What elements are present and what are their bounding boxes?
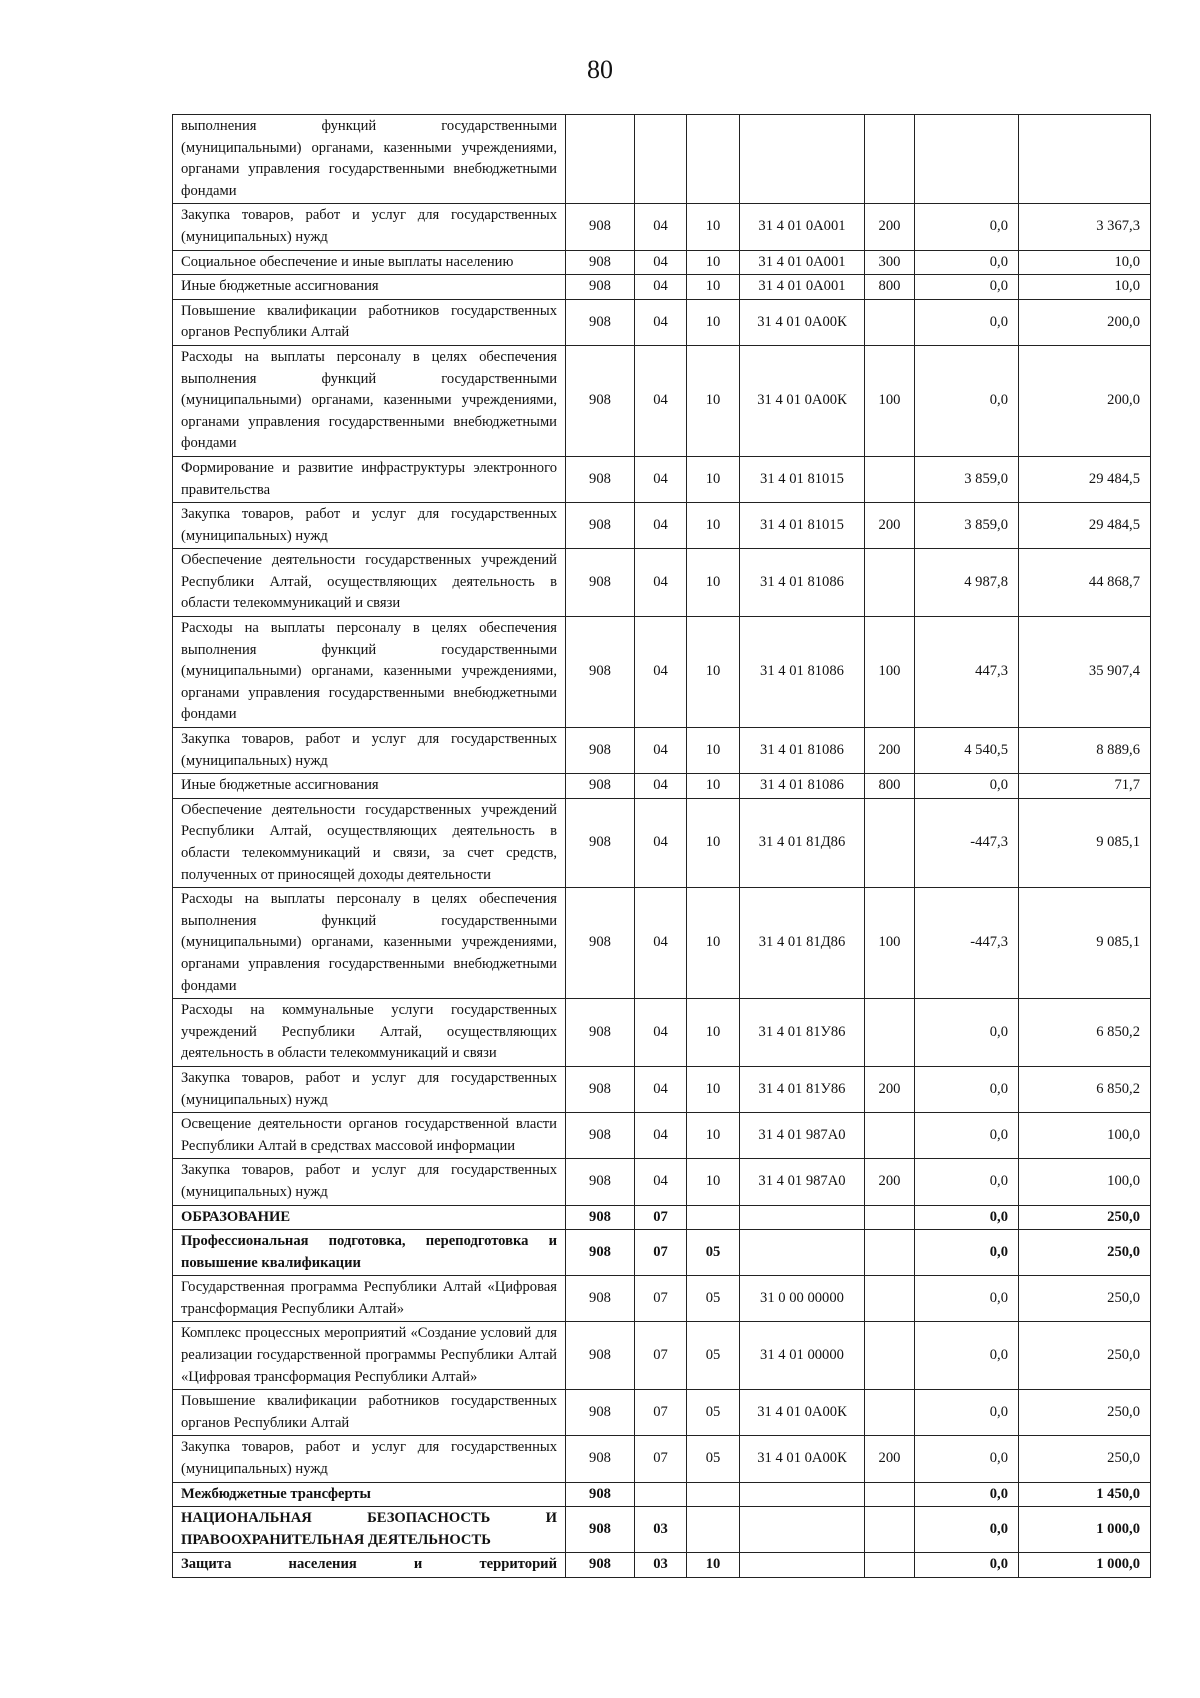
- row-name: Социальное обеспечение и иные выплаты населению: [173, 250, 566, 275]
- row-subsection: 10: [687, 503, 740, 549]
- row-target-article: 31 4 01 81086: [740, 728, 865, 774]
- row-subsection: 05: [687, 1322, 740, 1390]
- row-admin-code: [566, 115, 635, 204]
- row-admin-code: 908: [566, 1482, 635, 1507]
- row-admin-code: 908: [566, 299, 635, 345]
- row-section: [635, 115, 687, 204]
- row-amount-total: 250,0: [1019, 1276, 1151, 1322]
- table-row: [173, 549, 1151, 617]
- row-expense-type: 200: [865, 204, 915, 250]
- row-expense-type: [865, 999, 915, 1067]
- row-admin-code: 908: [566, 1159, 635, 1205]
- row-admin-code: 908: [566, 345, 635, 456]
- row-name: Формирование и развитие инфраструктуры электронного правительства: [173, 456, 566, 502]
- row-amount-change: -447,3: [915, 798, 1019, 887]
- table-row: [173, 798, 1151, 887]
- row-amount-total: 6 850,2: [1019, 999, 1151, 1067]
- table-row: [173, 1390, 1151, 1436]
- row-subsection: [687, 1482, 740, 1507]
- row-target-article: [740, 1553, 865, 1578]
- row-amount-change: 0,0: [915, 299, 1019, 345]
- row-amount-change: 0,0: [915, 1230, 1019, 1276]
- row-target-article: 31 4 01 0А00К: [740, 1436, 865, 1482]
- row-name: Обеспечение деятельности государственных учреждений Республики Алтай, осуществляющих деятельность в области телекоммуникаций и связи: [173, 549, 566, 617]
- row-name: НАЦИОНАЛЬНАЯ БЕЗОПАСНОСТЬ И ПРАВООХРАНИТЕЛЬНАЯ ДЕЯТЕЛЬНОСТЬ: [173, 1507, 566, 1553]
- row-admin-code: 908: [566, 250, 635, 275]
- row-amount-change: 0,0: [915, 774, 1019, 799]
- table-row: [173, 888, 1151, 999]
- row-name: Повышение квалификации работников государственных органов Республики Алтай: [173, 299, 566, 345]
- table-row: [173, 275, 1151, 300]
- row-amount-total: 9 085,1: [1019, 888, 1151, 999]
- row-admin-code: 908: [566, 275, 635, 300]
- row-amount-total: 1 000,0: [1019, 1507, 1151, 1553]
- row-section: 03: [635, 1553, 687, 1578]
- row-expense-type: 100: [865, 345, 915, 456]
- row-target-article: 31 4 01 0А001: [740, 204, 865, 250]
- row-amount-change: 0,0: [915, 1507, 1019, 1553]
- row-name: Расходы на выплаты персоналу в целях обеспечения выполнения функций государственными (муниципальными) органами, казенными учреждениями, органами управления государственными внебюджетными фондами: [173, 345, 566, 456]
- row-amount-change: 0,0: [915, 999, 1019, 1067]
- row-name: Закупка товаров, работ и услуг для государственных (муниципальных) нужд: [173, 1436, 566, 1482]
- row-name: Закупка товаров, работ и услуг для государственных (муниципальных) нужд: [173, 204, 566, 250]
- row-expense-type: 200: [865, 1066, 915, 1112]
- row-amount-total: 250,0: [1019, 1230, 1151, 1276]
- row-section: 04: [635, 798, 687, 887]
- row-section: 04: [635, 1066, 687, 1112]
- row-amount-total: [1019, 115, 1151, 204]
- row-name: Межбюджетные трансферты: [173, 1482, 566, 1507]
- row-section: 04: [635, 299, 687, 345]
- row-subsection: [687, 1507, 740, 1553]
- row-target-article: 31 4 01 81015: [740, 456, 865, 502]
- row-name: Расходы на выплаты персоналу в целях обеспечения выполнения функций государственными (муниципальными) органами, казенными учреждениями, органами управления государственными внебюджетными фондами: [173, 888, 566, 999]
- row-amount-change: 0,0: [915, 1436, 1019, 1482]
- row-name: Освещение деятельности органов государственной власти Республики Алтай в средствах массовой информации: [173, 1113, 566, 1159]
- table-row: [173, 1322, 1151, 1390]
- table-row: [173, 774, 1151, 799]
- row-amount-change: 0,0: [915, 250, 1019, 275]
- row-amount-change: 4 540,5: [915, 728, 1019, 774]
- row-amount-change: 3 859,0: [915, 503, 1019, 549]
- row-name: Иные бюджетные ассигнования: [173, 774, 566, 799]
- row-expense-type: 800: [865, 774, 915, 799]
- row-admin-code: 908: [566, 798, 635, 887]
- row-subsection: 10: [687, 1159, 740, 1205]
- table-row: [173, 1230, 1151, 1276]
- row-name: Комплекс процессных мероприятий «Создание условий для реализации государственной программы Республики Алтай «Цифровая трансформация Республики Алтай»: [173, 1322, 566, 1390]
- row-amount-total: 71,7: [1019, 774, 1151, 799]
- row-expense-type: [865, 1553, 915, 1578]
- table-row: [173, 204, 1151, 250]
- row-target-article: 31 4 01 81086: [740, 774, 865, 799]
- row-amount-change: 0,0: [915, 1390, 1019, 1436]
- table-row: [173, 1159, 1151, 1205]
- row-expense-type: [865, 1230, 915, 1276]
- row-section: 07: [635, 1276, 687, 1322]
- row-target-article: 31 0 00 00000: [740, 1276, 865, 1322]
- row-section: 04: [635, 456, 687, 502]
- row-amount-change: 3 859,0: [915, 456, 1019, 502]
- row-admin-code: 908: [566, 1113, 635, 1159]
- table-row: [173, 456, 1151, 502]
- row-target-article: 31 4 01 0А001: [740, 250, 865, 275]
- row-expense-type: [865, 1482, 915, 1507]
- row-name: Обеспечение деятельности государственных учреждений Республики Алтай, осуществляющих деятельность в области телекоммуникаций и связи, за счет средств, полученных от приносящей доходы деятельности: [173, 798, 566, 887]
- row-target-article: 31 4 01 81У86: [740, 999, 865, 1067]
- row-subsection: 10: [687, 250, 740, 275]
- row-amount-change: 0,0: [915, 1276, 1019, 1322]
- row-subsection: 10: [687, 204, 740, 250]
- row-subsection: 10: [687, 888, 740, 999]
- row-subsection: 10: [687, 798, 740, 887]
- row-admin-code: 908: [566, 1205, 635, 1230]
- table-row: [173, 345, 1151, 456]
- row-name: Закупка товаров, работ и услуг для государственных (муниципальных) нужд: [173, 728, 566, 774]
- row-expense-type: [865, 115, 915, 204]
- row-subsection: 10: [687, 774, 740, 799]
- row-amount-change: [915, 115, 1019, 204]
- row-section: 04: [635, 1159, 687, 1205]
- row-target-article: [740, 115, 865, 204]
- row-section: 07: [635, 1230, 687, 1276]
- row-section: 07: [635, 1390, 687, 1436]
- row-section: [635, 1482, 687, 1507]
- table-row: [173, 1205, 1151, 1230]
- row-subsection: 05: [687, 1276, 740, 1322]
- row-amount-total: 29 484,5: [1019, 503, 1151, 549]
- row-subsection: 05: [687, 1436, 740, 1482]
- row-amount-total: 1 000,0: [1019, 1553, 1151, 1578]
- row-name: Иные бюджетные ассигнования: [173, 275, 566, 300]
- row-amount-change: -447,3: [915, 888, 1019, 999]
- row-amount-change: 4 987,8: [915, 549, 1019, 617]
- row-admin-code: 908: [566, 774, 635, 799]
- row-subsection: [687, 1205, 740, 1230]
- row-amount-change: 0,0: [915, 1113, 1019, 1159]
- row-expense-type: 200: [865, 503, 915, 549]
- row-subsection: 05: [687, 1230, 740, 1276]
- row-section: 04: [635, 888, 687, 999]
- table-row: [173, 503, 1151, 549]
- table-row: [173, 299, 1151, 345]
- row-target-article: [740, 1507, 865, 1553]
- table-row: [173, 1276, 1151, 1322]
- table-row: [173, 1553, 1151, 1578]
- row-amount-change: 447,3: [915, 617, 1019, 728]
- row-target-article: 31 4 01 81У86: [740, 1066, 865, 1112]
- row-target-article: [740, 1482, 865, 1507]
- row-target-article: [740, 1230, 865, 1276]
- row-admin-code: 908: [566, 456, 635, 502]
- row-subsection: 10: [687, 1066, 740, 1112]
- row-target-article: 31 4 01 0А001: [740, 275, 865, 300]
- row-section: 04: [635, 999, 687, 1067]
- row-admin-code: 908: [566, 888, 635, 999]
- budget-table: [172, 114, 1151, 1578]
- row-amount-change: 0,0: [915, 1322, 1019, 1390]
- row-expense-type: [865, 456, 915, 502]
- row-amount-change: 0,0: [915, 1553, 1019, 1578]
- row-section: 04: [635, 204, 687, 250]
- row-amount-change: 0,0: [915, 1205, 1019, 1230]
- row-target-article: 31 4 01 987А0: [740, 1113, 865, 1159]
- row-admin-code: 908: [566, 617, 635, 728]
- row-target-article: 31 4 01 81Д86: [740, 798, 865, 887]
- row-amount-total: 6 850,2: [1019, 1066, 1151, 1112]
- row-admin-code: 908: [566, 1276, 635, 1322]
- row-expense-type: 100: [865, 617, 915, 728]
- row-amount-change: 0,0: [915, 1159, 1019, 1205]
- row-section: 07: [635, 1322, 687, 1390]
- row-target-article: 31 4 01 0А00К: [740, 1390, 865, 1436]
- row-expense-type: [865, 299, 915, 345]
- row-amount-total: 250,0: [1019, 1322, 1151, 1390]
- table-row: [173, 1066, 1151, 1112]
- row-name: ОБРАЗОВАНИЕ: [173, 1205, 566, 1230]
- row-expense-type: 800: [865, 275, 915, 300]
- row-section: 04: [635, 503, 687, 549]
- row-amount-total: 3 367,3: [1019, 204, 1151, 250]
- row-amount-change: 0,0: [915, 204, 1019, 250]
- row-target-article: 31 4 01 0А00К: [740, 345, 865, 456]
- row-name: Расходы на коммунальные услуги государственных учреждений Республики Алтай, осуществляющих деятельность в области телекоммуникаций и связи: [173, 999, 566, 1067]
- row-target-article: [740, 1205, 865, 1230]
- row-section: 04: [635, 345, 687, 456]
- row-admin-code: 908: [566, 999, 635, 1067]
- row-name: Защита населения и территорий: [173, 1553, 566, 1578]
- row-name: Профессиональная подготовка, переподготовка и повышение квалификации: [173, 1230, 566, 1276]
- row-amount-total: 100,0: [1019, 1159, 1151, 1205]
- row-expense-type: 100: [865, 888, 915, 999]
- table-row: [173, 617, 1151, 728]
- row-subsection: 10: [687, 999, 740, 1067]
- row-expense-type: [865, 1507, 915, 1553]
- row-amount-total: 44 868,7: [1019, 549, 1151, 617]
- row-subsection: 10: [687, 1553, 740, 1578]
- table-row: [173, 1436, 1151, 1482]
- row-subsection: 10: [687, 456, 740, 502]
- row-amount-total: 250,0: [1019, 1436, 1151, 1482]
- row-subsection: 10: [687, 1113, 740, 1159]
- row-subsection: 10: [687, 549, 740, 617]
- row-amount-total: 250,0: [1019, 1390, 1151, 1436]
- row-section: 04: [635, 728, 687, 774]
- row-amount-total: 9 085,1: [1019, 798, 1151, 887]
- row-section: 04: [635, 250, 687, 275]
- row-amount-total: 200,0: [1019, 299, 1151, 345]
- table-row: [173, 728, 1151, 774]
- row-target-article: 31 4 01 81086: [740, 549, 865, 617]
- row-section: 04: [635, 549, 687, 617]
- row-target-article: 31 4 01 81015: [740, 503, 865, 549]
- row-admin-code: 908: [566, 204, 635, 250]
- row-name: Повышение квалификации работников государственных органов Республики Алтай: [173, 1390, 566, 1436]
- row-subsection: 05: [687, 1390, 740, 1436]
- row-name: Государственная программа Республики Алтай «Цифровая трансформация Республики Алтай»: [173, 1276, 566, 1322]
- row-amount-total: 100,0: [1019, 1113, 1151, 1159]
- row-amount-change: 0,0: [915, 275, 1019, 300]
- table-row: [173, 250, 1151, 275]
- table-row: [173, 999, 1151, 1067]
- row-target-article: 31 4 01 81086: [740, 617, 865, 728]
- row-expense-type: 200: [865, 1159, 915, 1205]
- row-amount-total: 250,0: [1019, 1205, 1151, 1230]
- row-amount-change: 0,0: [915, 1482, 1019, 1507]
- row-amount-change: 0,0: [915, 1066, 1019, 1112]
- row-name: Закупка товаров, работ и услуг для государственных (муниципальных) нужд: [173, 1066, 566, 1112]
- row-expense-type: [865, 798, 915, 887]
- row-admin-code: 908: [566, 1436, 635, 1482]
- row-admin-code: 908: [566, 503, 635, 549]
- row-expense-type: 200: [865, 728, 915, 774]
- row-admin-code: 908: [566, 1507, 635, 1553]
- row-admin-code: 908: [566, 1390, 635, 1436]
- row-admin-code: 908: [566, 1322, 635, 1390]
- row-subsection: 10: [687, 275, 740, 300]
- row-admin-code: 908: [566, 1066, 635, 1112]
- row-name: Расходы на выплаты персоналу в целях обеспечения выполнения функций государственными (муниципальными) органами, казенными учреждениями, органами управления государственными внебюджетными фондами: [173, 617, 566, 728]
- row-expense-type: [865, 549, 915, 617]
- table-row: [173, 115, 1151, 204]
- page-number: 80: [587, 55, 613, 84]
- row-amount-total: 29 484,5: [1019, 456, 1151, 502]
- row-amount-total: 35 907,4: [1019, 617, 1151, 728]
- row-expense-type: [865, 1113, 915, 1159]
- row-expense-type: [865, 1390, 915, 1436]
- row-subsection: [687, 115, 740, 204]
- row-section: 07: [635, 1436, 687, 1482]
- row-section: 07: [635, 1205, 687, 1230]
- row-target-article: 31 4 01 00000: [740, 1322, 865, 1390]
- row-subsection: 10: [687, 345, 740, 456]
- row-section: 04: [635, 1113, 687, 1159]
- row-amount-total: 200,0: [1019, 345, 1151, 456]
- row-expense-type: [865, 1276, 915, 1322]
- row-name: выполнения функций государственными (муниципальными) органами, казенными учреждениями, органами управления государственными внебюджетными фондами: [173, 115, 566, 204]
- row-admin-code: 908: [566, 1230, 635, 1276]
- row-amount-change: 0,0: [915, 345, 1019, 456]
- table-row: [173, 1507, 1151, 1553]
- table-row: [173, 1482, 1151, 1507]
- row-admin-code: 908: [566, 728, 635, 774]
- row-amount-total: 10,0: [1019, 250, 1151, 275]
- row-target-article: 31 4 01 987А0: [740, 1159, 865, 1205]
- row-section: 03: [635, 1507, 687, 1553]
- row-name: Закупка товаров, работ и услуг для государственных (муниципальных) нужд: [173, 503, 566, 549]
- row-amount-total: 8 889,6: [1019, 728, 1151, 774]
- row-subsection: 10: [687, 617, 740, 728]
- row-expense-type: 200: [865, 1436, 915, 1482]
- row-section: 04: [635, 275, 687, 300]
- row-amount-total: 10,0: [1019, 275, 1151, 300]
- row-expense-type: 300: [865, 250, 915, 275]
- row-admin-code: 908: [566, 549, 635, 617]
- row-subsection: 10: [687, 728, 740, 774]
- row-section: 04: [635, 617, 687, 728]
- row-name: Закупка товаров, работ и услуг для государственных (муниципальных) нужд: [173, 1159, 566, 1205]
- row-target-article: 31 4 01 81Д86: [740, 888, 865, 999]
- table-row: [173, 1113, 1151, 1159]
- row-section: 04: [635, 774, 687, 799]
- row-admin-code: 908: [566, 1553, 635, 1578]
- table-body: [173, 115, 1151, 1578]
- row-subsection: 10: [687, 299, 740, 345]
- row-amount-total: 1 450,0: [1019, 1482, 1151, 1507]
- row-expense-type: [865, 1322, 915, 1390]
- row-expense-type: [865, 1205, 915, 1230]
- row-target-article: 31 4 01 0А00К: [740, 299, 865, 345]
